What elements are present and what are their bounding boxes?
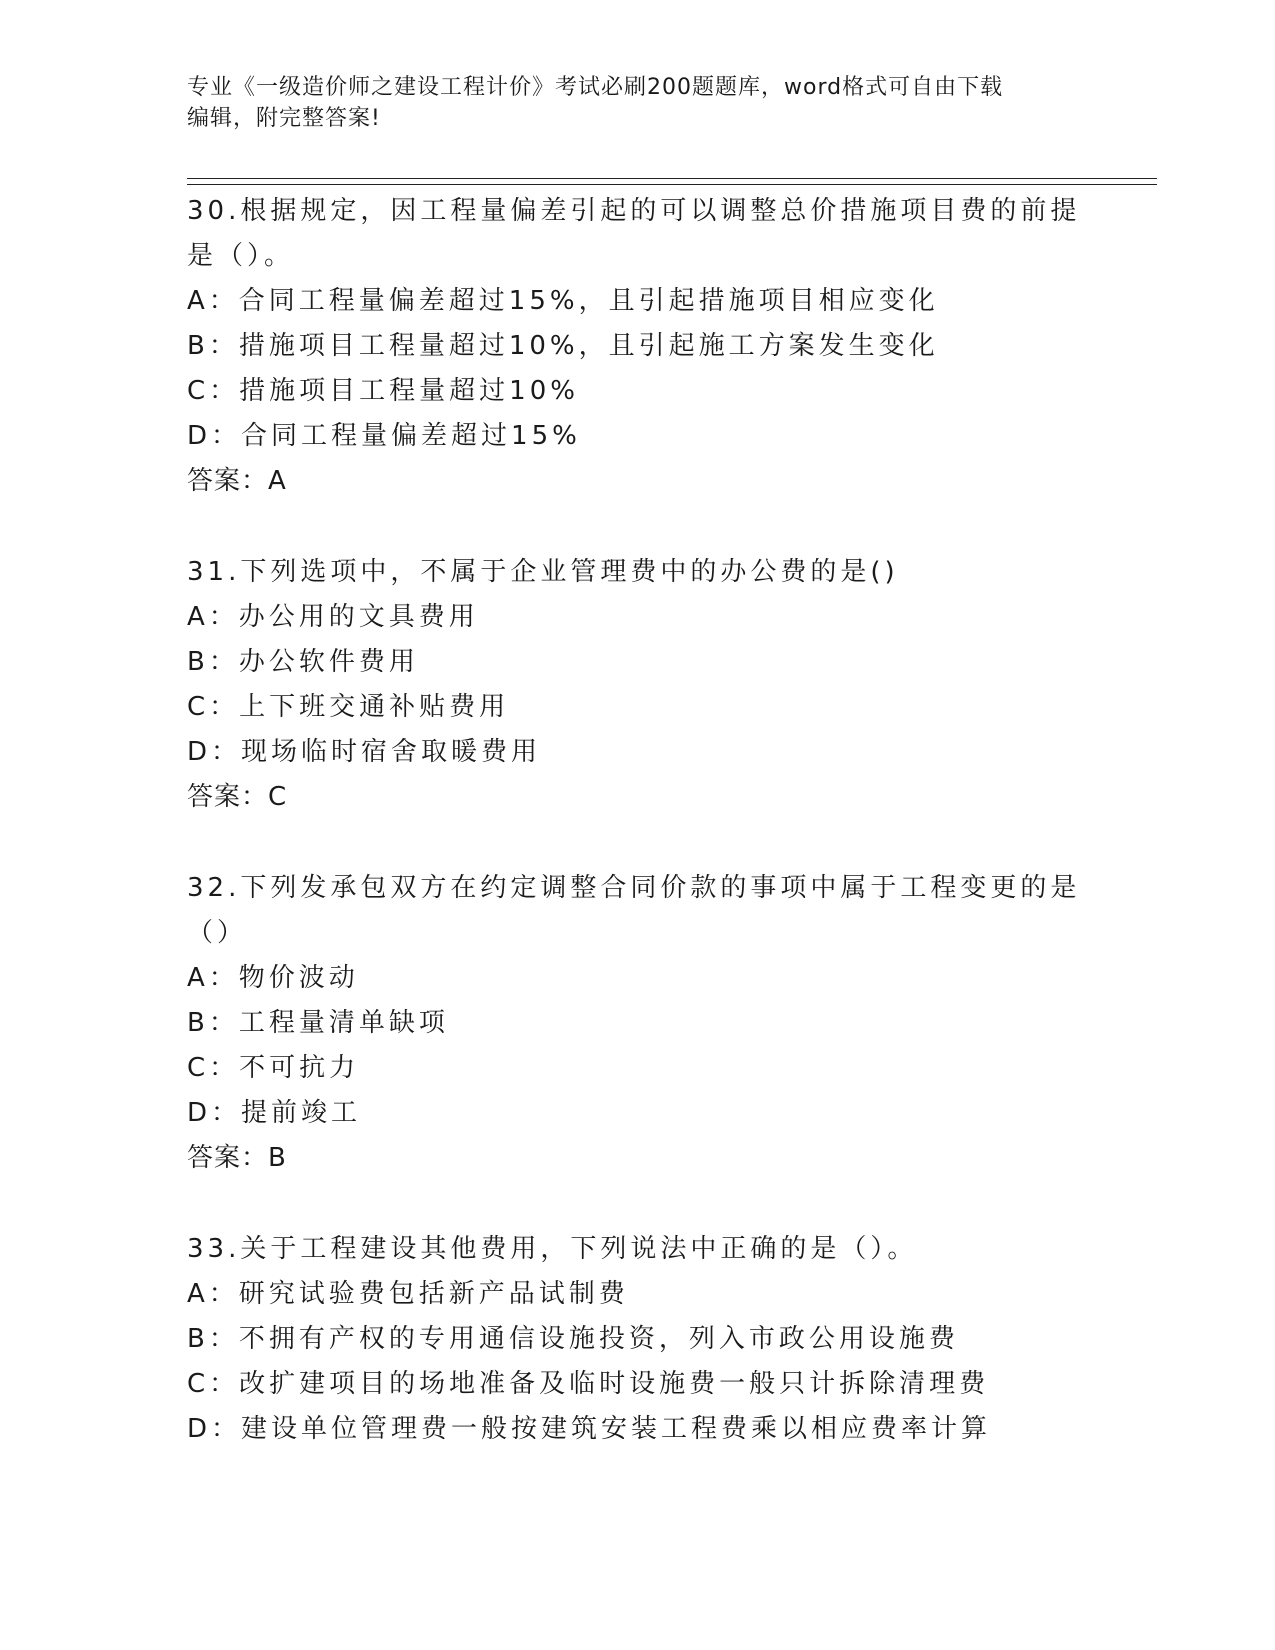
question-title: 32.下列发承包双方在约定调整合同价款的事项中属于工程变更的是（）: [187, 873, 1081, 948]
option-d: D：建设单位管理费一般按建筑安装工程费乘以相应费率计算: [187, 1414, 992, 1444]
option-d: D：合同工程量偏差超过15%: [187, 421, 581, 451]
option-b: B：工程量清单缺项: [187, 1008, 449, 1038]
question-33: [187, 1227, 1087, 1452]
question-list: [187, 189, 1087, 1452]
question-title: 30.根据规定，因工程量偏差引起的可以调整总价措施项目费的前提是（）。: [187, 196, 1081, 271]
option-a: A：办公用的文具费用: [187, 602, 479, 632]
option-b: B：措施项目工程量超过10%，且引起施工方案发生变化: [187, 331, 939, 361]
question-title: 33.关于工程建设其他费用，下列说法中正确的是（）。: [187, 1234, 918, 1264]
option-d: D：提前竣工: [187, 1098, 362, 1128]
option-c: C：上下班交通补贴费用: [187, 692, 510, 722]
question-title: 31.下列选项中，不属于企业管理费中的办公费的是(): [187, 557, 899, 587]
option-c: C：不可抗力: [187, 1053, 360, 1083]
answer-text: 答案：A: [187, 466, 287, 496]
document-header: [187, 72, 1067, 134]
header-divider-bottom: [187, 184, 1157, 185]
option-d: D：现场临时宿舍取暖费用: [187, 737, 542, 767]
option-c: C：措施项目工程量超过10%: [187, 376, 579, 406]
question-31: [187, 550, 1087, 820]
document-page: [187, 0, 1157, 1650]
question-30: [187, 189, 1087, 504]
answer-text: 答案：B: [187, 1143, 287, 1173]
option-c: C：改扩建项目的场地准备及临时设施费一般只计拆除清理费: [187, 1369, 990, 1399]
header-divider-top: [187, 178, 1157, 179]
option-a: A：研究试验费包括新产品试制费: [187, 1279, 629, 1309]
answer-text: 答案：C: [187, 782, 288, 812]
option-a: A：物价波动: [187, 963, 359, 993]
option-b: B：不拥有产权的专用通信设施投资，列入市政公用设施费: [187, 1324, 959, 1354]
header-line-2: 编辑，附完整答案!: [187, 106, 381, 131]
option-b: B：办公软件费用: [187, 647, 419, 677]
question-32: [187, 866, 1087, 1181]
option-a: A：合同工程量偏差超过15%，且引起措施项目相应变化: [187, 286, 939, 316]
header-line-1: 专业《一级造价师之建设工程计价》考试必刷200题题库，word格式可自由下载: [187, 75, 1004, 100]
